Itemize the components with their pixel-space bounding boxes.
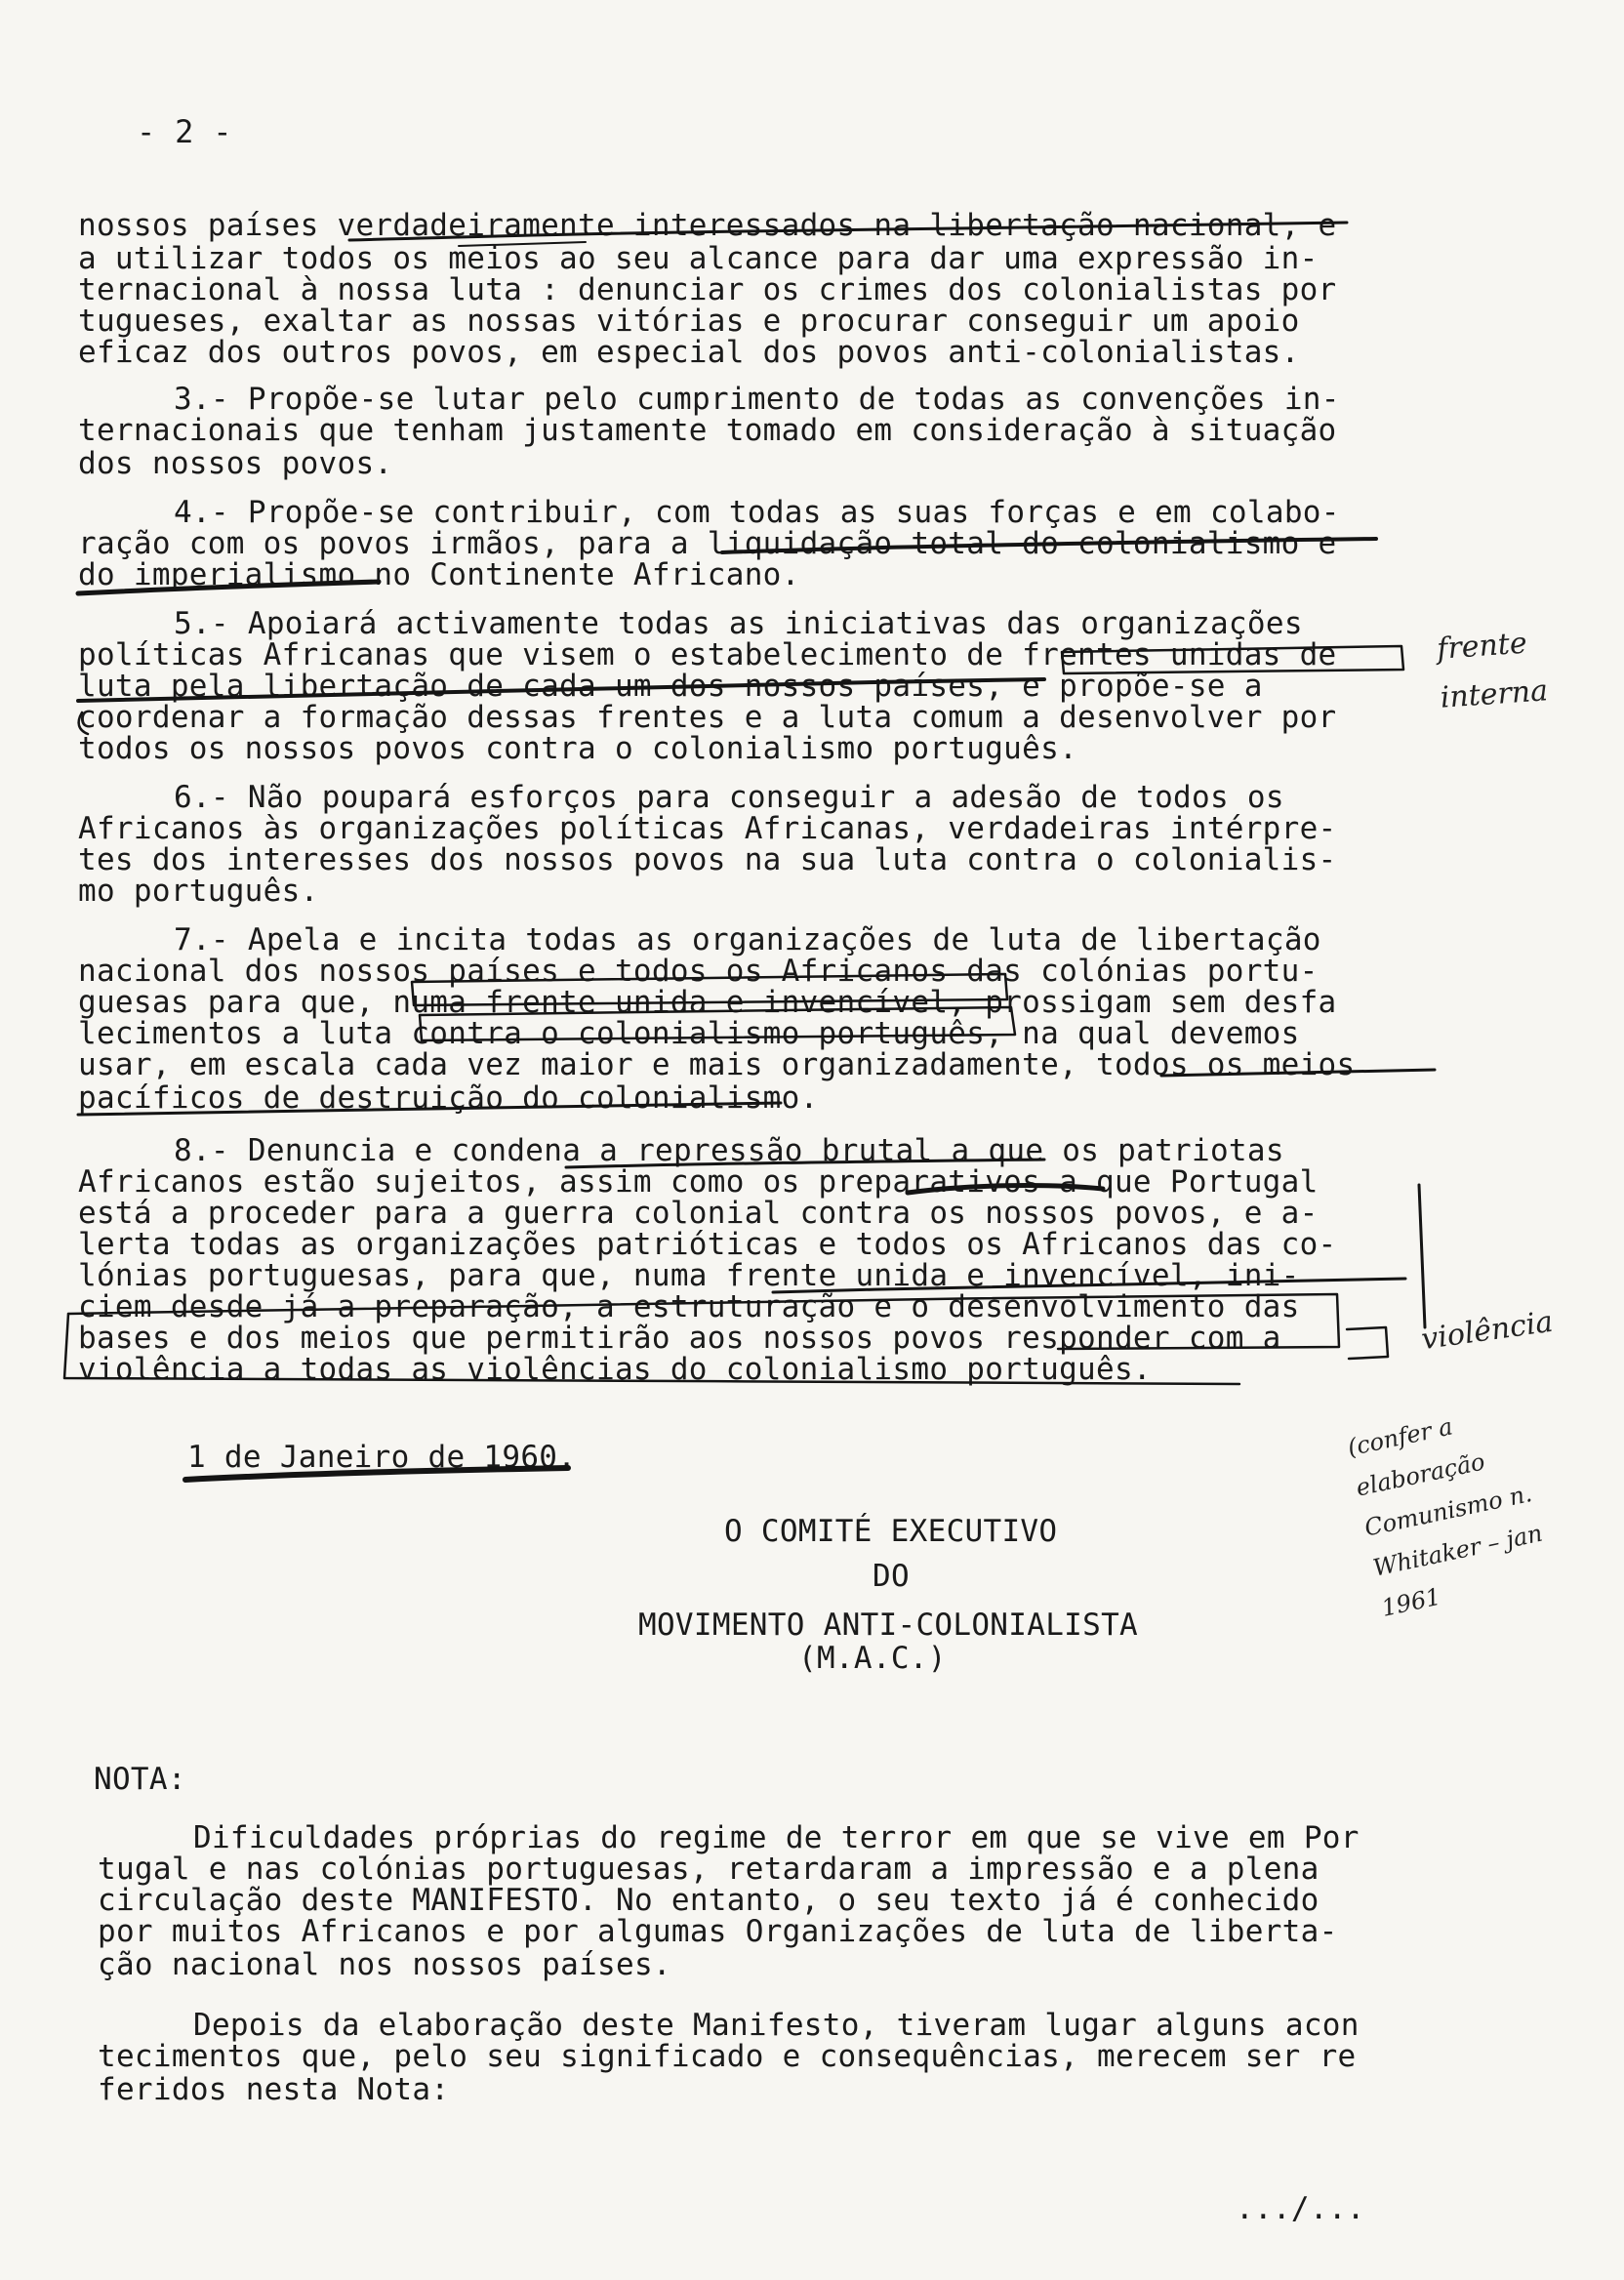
body-line: nacional dos nossos países e todos os Africanos das colónias portu- (78, 954, 1319, 989)
body-line: bases e dos meios que permitirão aos nossos povos responder com a (78, 1321, 1281, 1356)
body-line: nossos países verdadeiramente interessados na libertação nacional, e (78, 208, 1337, 243)
body-line: usar, em escala cada vez maior e mais organizadamente, todos os meios (78, 1047, 1356, 1082)
body-line: Africanos às organizações políticas Africanas, verdadeiras intérpre- (78, 811, 1337, 846)
body-line: 5.- Apoiará activamente todas as iniciativas das organizações (174, 606, 1303, 641)
body-line: ternacional à nossa luta : denunciar os crimes dos colonialistas por (78, 272, 1337, 307)
nota-line: feridos nesta Nota: (98, 2072, 450, 2107)
signature-line: O COMITÉ EXECUTIVO (724, 1514, 1058, 1549)
body-line: 3.- Propõe-se lutar pelo cumprimento de todas as convenções in- (174, 382, 1340, 417)
pen-mark (1419, 1185, 1425, 1327)
body-line: tes dos interesses dos nossos povos na sua luta contra o colonialis- (78, 842, 1337, 877)
body-line: luta pela libertação de cada um dos nossos países, e propõe-se a (78, 669, 1263, 704)
body-line: lónias portuguesas, para que, numa frente unida e invencível, ini- (78, 1258, 1300, 1293)
body-line: 7.- Apela e incita todas as organizações de luta de libertação (174, 922, 1321, 957)
body-line: lecimentos a luta contra o colonialismo português, na qual devemos (78, 1016, 1300, 1051)
page-number: - 2 - (137, 113, 232, 150)
date: 1 de Janeiro de 1960. (187, 1440, 577, 1475)
body-line: do imperialismo no Continente Africano. (78, 557, 800, 592)
nota-line: tecimentos que, pelo seu significado e consequências, merecem ser re (98, 2039, 1357, 2074)
signature-line: DO (873, 1559, 910, 1594)
body-line: 8.- Denuncia e condena a repressão brutal a que os patriotas (174, 1133, 1284, 1168)
body-line: eficaz dos outros povos, em especial dos povos anti-colonialistas. (78, 335, 1300, 370)
body-line: todos os nossos povos contra o colonialismo português. (78, 731, 1078, 766)
body-line: a utilizar todos os meios ao seu alcance para dar uma expressão in- (78, 241, 1319, 276)
nota-line: ção nacional nos nossos países. (98, 1947, 671, 1982)
body-line: 6.- Não poupará esforços para conseguir a adesão de todos os (174, 780, 1284, 815)
body-line: mo português. (78, 874, 319, 909)
body-line: Africanos estão sujeitos, assim como os preparativos a que Portugal (78, 1164, 1319, 1200)
body-line: tugueses, exaltar as nossas vitórias e procurar conseguir um apoio (78, 304, 1300, 339)
body-line: pacíficos de destruição do colonialismo. (78, 1080, 819, 1116)
handwritten-note: frente interna (1436, 626, 1550, 715)
handwritten-note: violência (1419, 1304, 1556, 1358)
continuation-mark: .../... (1236, 2191, 1365, 2226)
nota-line: circulação deste MANIFESTO. No entanto, o seu texto já é conhecido (98, 1883, 1320, 1918)
body-line: políticas Africanas que visem o estabelecimento de frentes unidas de (78, 637, 1337, 672)
nota-line: tugal e nas colónias portuguesas, retardaram a impressão e a plena (98, 1852, 1320, 1887)
handwritten-note: (confer a elaboração Comunismo n. Whitaker – jan 1961 (1345, 1412, 1545, 1622)
body-line: lerta todas as organizações patrióticas e todos os Africanos das co- (78, 1227, 1337, 1262)
nota-line: por muitos Africanos e por algumas Organizações de luta de liberta- (98, 1914, 1338, 1949)
body-line: ciem desde já a preparação, a estruturação e o desenvolvimento das (78, 1289, 1300, 1324)
body-line: está a proceder para a guerra colonial contra os nossos povos, e a- (78, 1196, 1319, 1231)
body-line: 4.- Propõe-se contribuir, com todas as suas forças e em colabo- (174, 495, 1340, 530)
body-line: violência a todas as violências do colonialismo português. (78, 1352, 1152, 1387)
pen-box (1347, 1327, 1388, 1359)
body-line: ração com os povos irmãos, para a liquidação total do colonialismo e (78, 526, 1337, 561)
signature-line: (M.A.C.) (798, 1641, 947, 1676)
nota-line: Depois da elaboração deste Manifesto, tiveram lugar alguns acon (193, 2008, 1360, 2043)
signature-line: MOVIMENTO ANTI-COLONIALISTA (638, 1608, 1139, 1643)
nota-heading: NOTA: (94, 1762, 186, 1797)
nota-line: Dificuldades próprias do regime de terror em que se vive em Por (193, 1820, 1360, 1855)
body-line: ternacionais que tenham justamente tomado em consideração à situação (78, 413, 1337, 448)
body-line: guesas para que, numa frente unida e invencível, prossigam sem desfa (78, 985, 1337, 1020)
body-line: dos nossos povos. (78, 446, 393, 481)
body-line: coordenar a formação dessas frentes e a luta comum a desenvolver por (78, 700, 1337, 735)
